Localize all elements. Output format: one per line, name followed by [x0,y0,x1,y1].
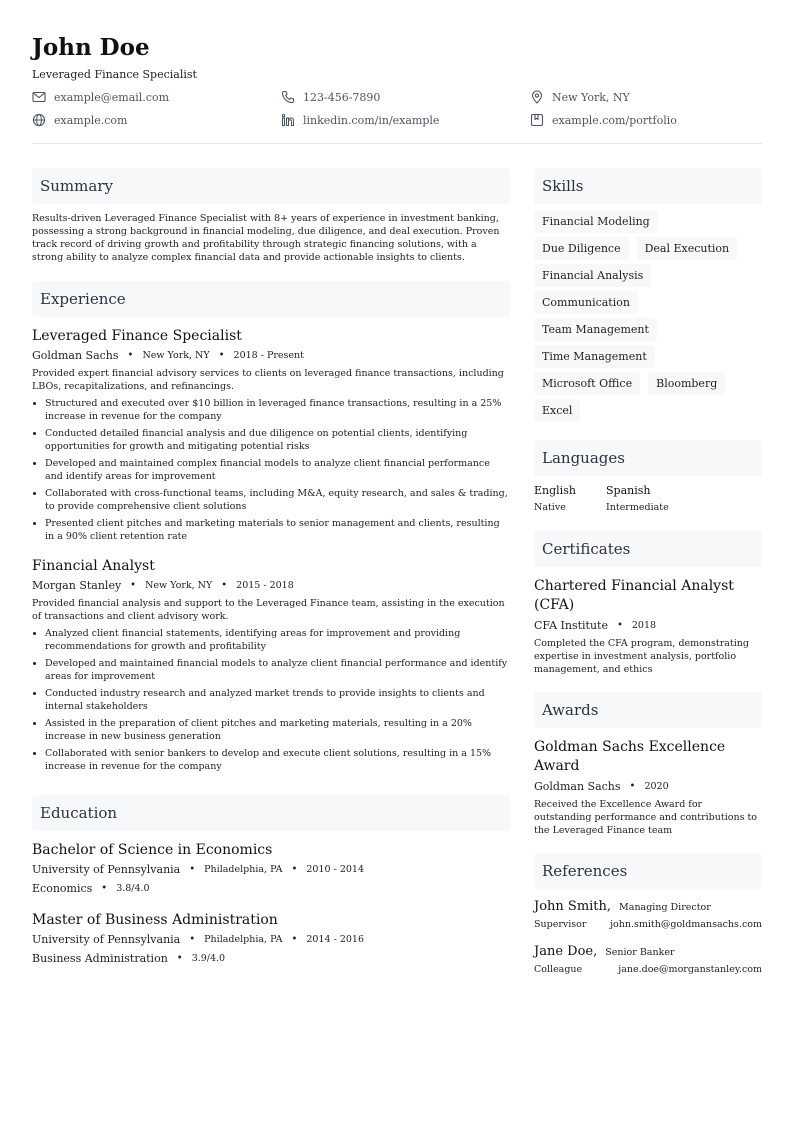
languages-list [534,484,762,513]
education-field-row [32,952,510,965]
job-bullet: • Conducted industry research and analyzed market trends to provide insights to clients and internal stakeholders [45,687,510,713]
language-name: English [534,484,576,497]
award-description: Received the Excellence Award for outstanding performance and contributions to the Leveraged Finance team [534,799,758,836]
skill-chip: Financial Modeling [534,210,658,233]
reference-name: Jane Doe, [534,944,598,959]
languages-heading: Languages [534,440,762,476]
award-issuer: Goldman Sachs [534,780,621,793]
header-divider [32,143,762,144]
references-heading: References [534,853,762,889]
job-location: New York, NY [142,350,210,361]
job-bullet: • Developed and maintained financial models to analyze client financial performance and identify areas for improvement [45,657,510,683]
contact-portfolio-text: example.com/portfolio [552,113,677,127]
skill-chip: Bloomberg [648,372,725,395]
separator-dot: • [127,350,134,361]
award-entry [534,738,762,837]
gpa: 3.8/4.0 [116,883,150,894]
skill-chip: Time Management [534,345,655,368]
job-bullets [32,627,510,773]
job-title: Financial Analyst [32,558,155,574]
skill-chip: Communication [534,291,638,314]
education-meta [32,933,510,946]
education-dates: 2014 - 2016 [306,934,364,945]
education-field-row [32,882,510,895]
job-meta [32,579,510,592]
linkedin-icon [281,113,295,127]
award-year: 2020 [644,781,669,792]
resume-columns [32,168,762,975]
job-entry [32,327,510,543]
separator-dot: • [130,580,137,591]
summary-heading: Summary [32,168,510,204]
reference-role: Senior Banker [605,947,675,958]
education-heading: Education [32,795,510,831]
contact-portfolio[interactable] [530,113,762,127]
job-bullets [32,397,510,543]
left-column [32,168,510,975]
job-bullet: • Collaborated with senior bankers to develop and execute client solutions, resulting in a 15% increase in revenue for the company [45,747,510,773]
contact-phone-text: 123-456-7890 [303,90,381,104]
phone-icon [281,90,295,104]
certificate-entry [534,577,762,676]
skill-chip: Team Management [534,318,657,341]
contact-location [530,90,762,104]
separator-dot: • [616,620,623,631]
job-description: Provided expert financial advisory services to clients on leveraged finance transactions, including LBOs, recapitalizations, and refinancings. [32,368,504,392]
awards-heading: Awards [534,692,762,728]
separator-dot: • [221,580,228,591]
summary-text: Results-driven Leveraged Finance Specialist with 8+ years of experience in investment banking, possessing a strong background in financial modeling, due diligence, and deal execution. Proven track record of driving growth and profitability through strategic financing solutions, with a strong ability to analyze complex financial data and provide actionable insights to clients. [32,213,500,263]
job-dates: 2018 - Present [233,350,304,361]
education-entry [32,841,510,895]
job-description: Provided financial analysis and support to the Leveraged Finance team, assisting in the execution of transactions and client advisory work. [32,598,505,622]
candidate-name: John Doe [32,34,150,61]
contact-linkedin-text: linkedin.com/in/example [303,113,440,127]
job-bullet: • Analyzed client financial statements, identifying areas for improvement and providing recommendations for growth and profitability [45,627,510,653]
skill-chip: Due Diligence [534,237,629,260]
reference-relation: Colleague [534,964,583,975]
candidate-title: Leveraged Finance Specialist [32,68,197,81]
separator-dot: • [101,883,108,894]
job-company: Goldman Sachs [32,349,119,362]
right-column [534,168,762,975]
skill-chip: Excel [534,399,580,422]
contact-email-text: example@email.com [54,90,170,104]
experience-heading: Experience [32,281,510,317]
job-bullet: • Conducted detailed financial analysis and due diligence on potential clients, identifying opportunities for growth and mitigating potential risks [45,427,510,453]
reference-details [534,919,762,930]
reference-header [534,899,762,914]
contact-linkedin[interactable] [281,113,530,127]
skills-list [534,210,762,426]
job-bullet: • Assisted in the preparation of client pitches and marketing materials, resulting in a 20% increase in new business generation [45,717,510,743]
separator-dot: • [629,781,636,792]
separator-dot: • [218,350,225,361]
globe-icon [32,113,46,127]
map-pin-icon [530,90,544,104]
skill-chip: Financial Analysis [534,264,651,287]
job-bullet: • Structured and executed over $10 billion in leveraged finance transactions, resulting in a 25% increase in revenue for the company [45,397,510,423]
school-location: Philadelphia, PA [204,934,283,945]
separator-dot: • [189,934,196,945]
education-meta [32,863,510,876]
school-name: University of Pennsylvania [32,933,181,946]
education-dates: 2010 - 2014 [306,864,364,875]
certificate-meta [534,619,762,632]
separator-dot: • [189,864,196,875]
contact-website-text: example.com [54,113,128,127]
job-dates: 2015 - 2018 [236,580,294,591]
job-bullet: • Presented client pitches and marketing materials to senior management and clients, resulting in a 90% client retention rate [45,517,510,543]
separator-dot: • [176,953,183,964]
reference-entry [534,944,762,975]
language-name: Spanish [606,484,651,497]
degree-title: Master of Business Administration [32,912,278,928]
certificate-title: Chartered Financial Analyst (CFA) [534,578,734,613]
job-company: Morgan Stanley [32,579,122,592]
job-title: Leveraged Finance Specialist [32,328,242,344]
award-title: Goldman Sachs Excellence Award [534,739,726,774]
job-entry [32,557,510,773]
reference-relation: Supervisor [534,919,587,930]
certificate-year: 2018 [631,620,657,631]
skills-heading: Skills [534,168,762,204]
skill-chip: Microsoft Office [534,372,640,395]
job-bullet: • Developed and maintained complex financial models to analyze client financial performance and identify areas for improvement [45,457,510,483]
skill-chip: Deal Execution [637,237,738,260]
certificates-heading: Certificates [534,531,762,567]
reference-name: John Smith, [534,899,612,914]
reference-header [534,944,762,959]
language-level: Intermediate [606,502,669,513]
contact-location-text: New York, NY [552,90,630,104]
job-bullet: • Collaborated with cross-functional teams, including M&A, equity research, and sales & trading, to provide comprehensive client solutions [45,487,510,513]
separator-dot: • [291,934,298,945]
contact-list [32,90,762,127]
reference-entry [534,899,762,930]
degree-title: Bachelor of Science in Economics [32,842,273,858]
school-name: University of Pennsylvania [32,863,181,876]
field-of-study: Economics [32,882,93,895]
gpa: 3.9/4.0 [191,953,226,964]
contact-phone[interactable] [281,90,530,104]
job-meta [32,349,510,362]
school-location: Philadelphia, PA [204,864,283,875]
contact-website[interactable] [32,113,281,127]
separator-dot: • [291,864,298,875]
language-item [534,484,606,513]
education-entry [32,911,510,965]
reference-email[interactable]: jane.doe@morganstanley.com [618,964,762,975]
portfolio-icon [530,113,544,127]
reference-details [534,964,762,975]
certificate-issuer: CFA Institute [534,619,608,632]
language-level: Native [534,502,566,513]
certificate-description: Completed the CFA program, demonstrating expertise in investment analysis, portfolio management, and ethics [534,638,749,675]
contact-email[interactable] [32,90,281,104]
field-of-study: Business Administration [32,952,168,965]
reference-email[interactable]: john.smith@goldmansachs.com [610,919,762,930]
language-item [606,484,678,513]
mail-icon [32,90,46,104]
job-location: New York, NY [145,580,213,591]
reference-role: Managing Director [619,902,711,913]
award-meta [534,780,762,793]
